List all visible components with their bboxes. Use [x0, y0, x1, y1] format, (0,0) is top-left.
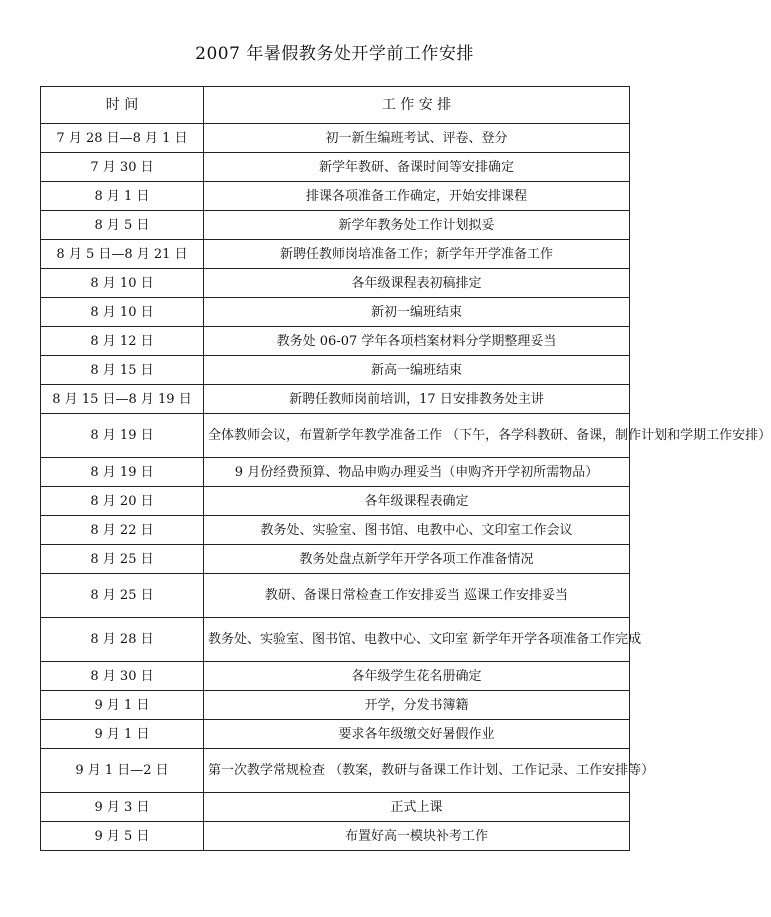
table-row: [41, 458, 630, 487]
work-cell: 全体教师会议，布置新学年教学准备工作 （下午，各学科教研、备课，制作计划和学期工作安排）: [204, 414, 630, 458]
table-header-row: [41, 87, 630, 124]
time-cell: 7 月 30 日: [41, 153, 204, 182]
work-cell: 开学，分发书簿籍: [204, 691, 630, 720]
table-row: [41, 414, 630, 458]
work-cell: 要求各年级缴交好暑假作业: [204, 720, 630, 749]
time-cell: 8 月 1 日: [41, 182, 204, 211]
work-cell: 新聘任教师岗培准备工作；新学年开学准备工作: [204, 240, 630, 269]
time-cell: 8 月 15 日: [41, 356, 204, 385]
time-cell: 8 月 25 日: [41, 574, 204, 618]
time-cell: 9 月 1 日: [41, 720, 204, 749]
time-cell: 8 月 22 日: [41, 516, 204, 545]
work-cell: 各年级学生花名册确定: [204, 662, 630, 691]
table-row: [41, 822, 630, 851]
table-row: [41, 240, 630, 269]
table-row: [41, 487, 630, 516]
time-cell: 9 月 1 日: [41, 691, 204, 720]
time-cell: 8 月 28 日: [41, 618, 204, 662]
table-row: [41, 385, 630, 414]
table-row: [41, 124, 630, 153]
time-cell: 9 月 1 日—2 日: [41, 749, 204, 793]
table-row: [41, 662, 630, 691]
table-row: [41, 749, 630, 793]
table-row: [41, 182, 630, 211]
work-cell: 新学年教研、备课时间等安排确定: [204, 153, 630, 182]
table-row: [41, 269, 630, 298]
header-time: 时 间: [41, 87, 204, 124]
table-row: [41, 298, 630, 327]
time-cell: 8 月 10 日: [41, 298, 204, 327]
time-cell: 8 月 5 日—8 月 21 日: [41, 240, 204, 269]
time-cell: 8 月 20 日: [41, 487, 204, 516]
work-cell: 第一次教学常规检查 （教案，教研与备课工作计划、工作记录、工作安排等）: [204, 749, 630, 793]
time-cell: 9 月 5 日: [41, 822, 204, 851]
work-cell: 9 月份经费预算、物品申购办理妥当（申购齐开学初所需物品）: [204, 458, 630, 487]
table-row: [41, 618, 630, 662]
time-cell: 8 月 30 日: [41, 662, 204, 691]
table-row: [41, 720, 630, 749]
document-title: 2007 年暑假教务处开学前工作安排: [195, 44, 474, 64]
work-cell: 各年级课程表初稿排定: [204, 269, 630, 298]
time-cell: 8 月 5 日: [41, 211, 204, 240]
time-cell: 8 月 25 日: [41, 545, 204, 574]
work-cell: 教研、备课日常检查工作安排妥当 巡课工作安排妥当: [204, 574, 630, 618]
table-row: [41, 153, 630, 182]
table-row: [41, 327, 630, 356]
work-cell: 布置好高一模块补考工作: [204, 822, 630, 851]
table-row: [41, 211, 630, 240]
work-cell: 正式上课: [204, 793, 630, 822]
time-cell: 8 月 12 日: [41, 327, 204, 356]
time-cell: 8 月 19 日: [41, 458, 204, 487]
work-cell: 教务处、实验室、图书馆、电教中心、文印室 新学年开学各项准备工作完成: [204, 618, 630, 662]
time-cell: 9 月 3 日: [41, 793, 204, 822]
table-row: [41, 356, 630, 385]
work-cell: 教务处 06-07 学年各项档案材料分学期整理妥当: [204, 327, 630, 356]
work-cell: 各年级课程表确定: [204, 487, 630, 516]
time-cell: 8 月 19 日: [41, 414, 204, 458]
header-work: 工 作 安 排: [204, 87, 630, 124]
table-row: [41, 691, 630, 720]
time-cell: 7 月 28 日—8 月 1 日: [41, 124, 204, 153]
work-cell: 新高一编班结束: [204, 356, 630, 385]
work-cell: 初一新生编班考试、评卷、登分: [204, 124, 630, 153]
table-row: [41, 545, 630, 574]
time-cell: 8 月 10 日: [41, 269, 204, 298]
work-cell: 新初一编班结束: [204, 298, 630, 327]
table-row: [41, 793, 630, 822]
table-row: [41, 516, 630, 545]
work-cell: 排课各项准备工作确定，开始安排课程: [204, 182, 630, 211]
work-cell: 教务处、实验室、图书馆、电教中心、文印室工作会议: [204, 516, 630, 545]
time-cell: 8 月 15 日—8 月 19 日: [41, 385, 204, 414]
work-cell: 新聘任教师岗前培训，17 日安排教务处主讲: [204, 385, 630, 414]
schedule-table: [40, 86, 771, 851]
table-row: [41, 574, 630, 618]
work-cell: 新学年教务处工作计划拟妥: [204, 211, 630, 240]
work-cell: 教务处盘点新学年开学各项工作准备情况: [204, 545, 630, 574]
